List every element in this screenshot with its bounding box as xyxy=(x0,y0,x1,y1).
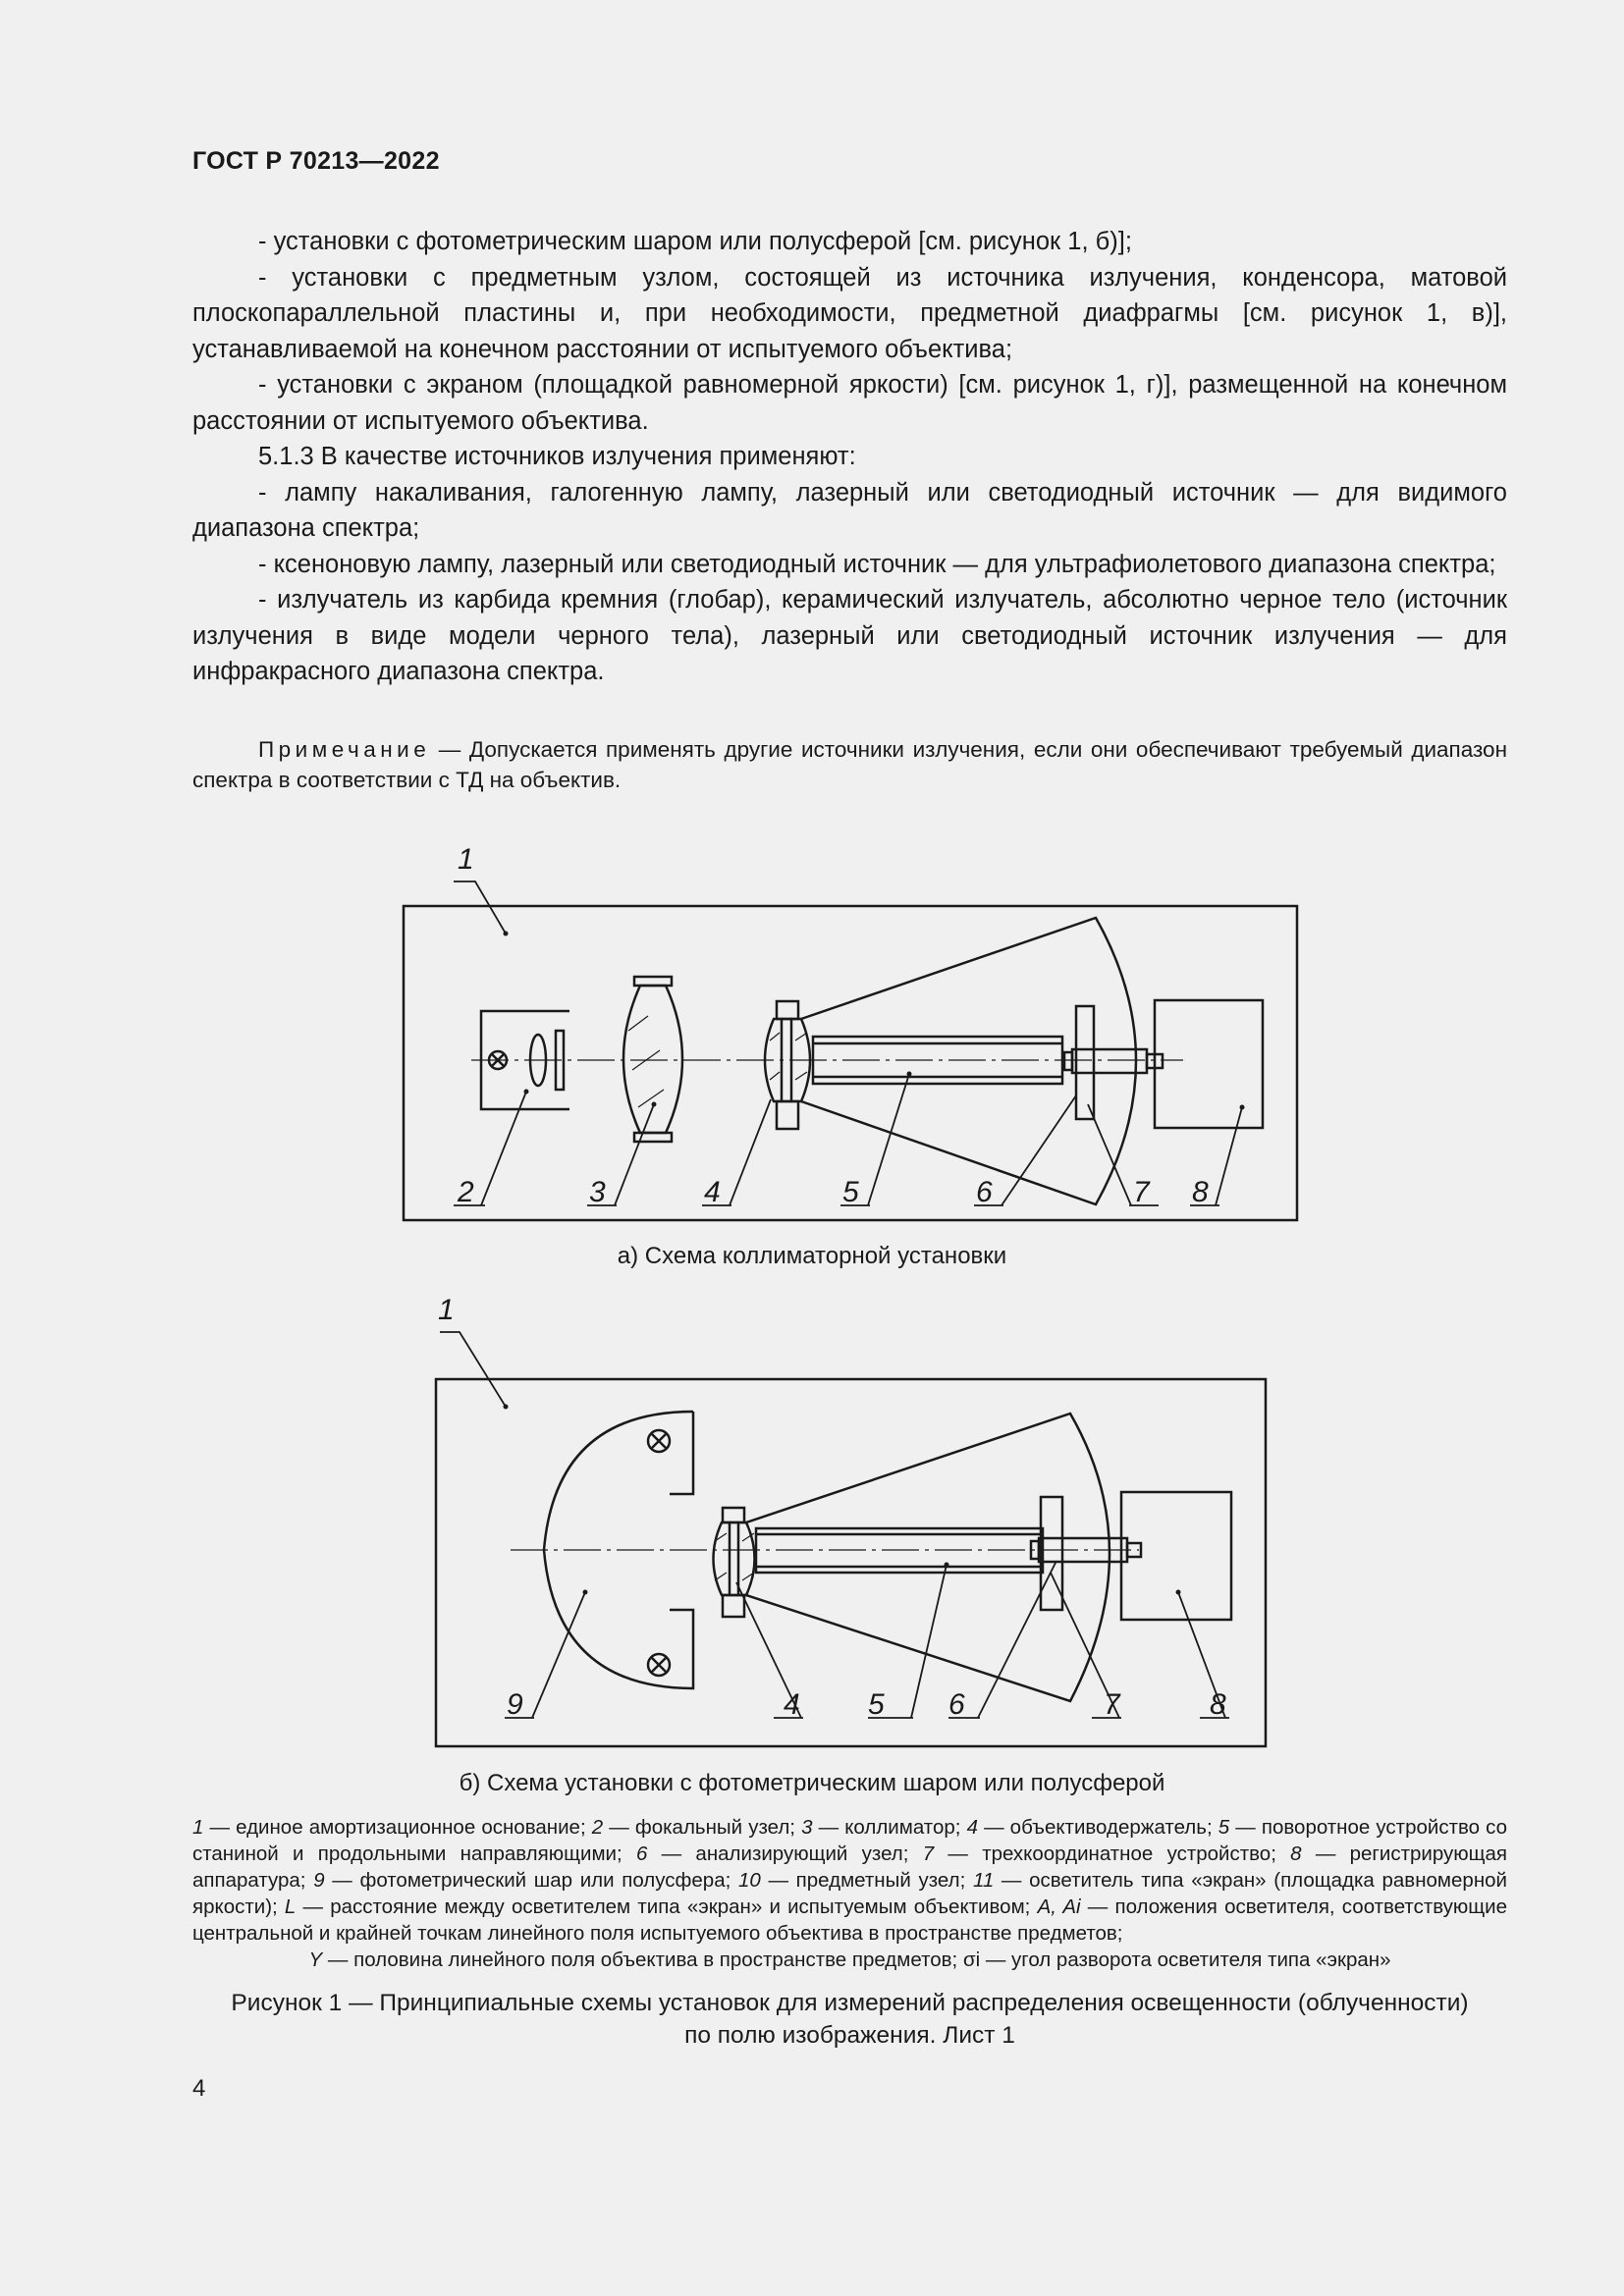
legend-text: — осветитель типа «экран» (площадка равномерной яркости); xyxy=(192,1869,1507,1918)
legend-number: 10 xyxy=(738,1869,761,1892)
figure-a-caption: а) Схема коллиматорной установки xyxy=(617,1243,1007,1269)
photometric-sphere-setup-diagram xyxy=(0,1296,1624,1757)
legend-text: — коллиматор; xyxy=(812,1816,967,1839)
collimator-lens xyxy=(623,986,682,1133)
legend-text: — фокальный узел; xyxy=(603,1816,802,1839)
legend-text: — угол разворота осветителя типа «экран» xyxy=(980,1949,1391,1971)
legend-text: — единое амортизационное основание; xyxy=(203,1816,592,1839)
figure-title-line: Рисунок 1 — Принципиальные схемы установок для измерений распределения освещенности (облученности) xyxy=(231,1990,1469,2016)
legend-text: — поворотное устройство со станиной и продольными направляющими; xyxy=(192,1816,1508,1865)
legend-number: A, Ai xyxy=(1037,1896,1081,1918)
recorder-box xyxy=(1155,1000,1263,1128)
body-text xyxy=(192,224,1507,690)
label-8: 8 xyxy=(1210,1688,1226,1721)
paragraph: - лампу накаливания, галогенную лампу, лазерный или светодиодный источник — для видимого диапазона спектра; xyxy=(192,478,1507,542)
legend-text: — положения осветителя, соответствующие центральной и крайней точкам линейного поля испытуемого объектива в пространстве предметов; xyxy=(192,1896,1507,1945)
section-heading: 5.1.3 В качестве источников излучения применяют: xyxy=(258,443,856,470)
legend-text: — регистрирующая аппаратура; xyxy=(192,1842,1508,1892)
legend-text: — объективодержатель; xyxy=(977,1816,1218,1839)
legend-text: — половина линейного поля объектива в пространстве предметов; xyxy=(322,1949,963,1971)
label-3: 3 xyxy=(589,1176,606,1208)
label-4: 4 xyxy=(704,1176,721,1208)
note-text: — Допускается применять другие источники излучения, если они обеспечивают требуемый диапазон спектра в соответствии с ТД на объектив. xyxy=(192,737,1507,792)
label-6: 6 xyxy=(948,1688,965,1721)
label-4: 4 xyxy=(784,1688,800,1721)
figure-a xyxy=(0,825,1624,1237)
paragraph: - установки с экраном (площадкой равномерной яркости) [см. рисунок 1, г)], размещенной на конечном расстоянии от испытуемого объектива. xyxy=(192,371,1507,435)
note xyxy=(192,734,1507,795)
legend-text: — анализирующий узел; xyxy=(647,1842,923,1865)
rotating-sector xyxy=(801,918,1136,1204)
label-7: 7 xyxy=(1104,1688,1120,1721)
legend-number: 11 xyxy=(972,1869,995,1892)
label-2: 2 xyxy=(458,1176,474,1208)
figure-b xyxy=(0,1296,1624,1757)
legend-number: 8 xyxy=(1290,1842,1302,1865)
legend-number: 4 xyxy=(966,1816,978,1839)
legend-items xyxy=(192,1814,1507,1947)
paragraph: - установки с фотометрическим шаром или полусферой [см. рисунок 1, б)]; xyxy=(258,228,1132,255)
legend-text: — трехкоординатное устройство; xyxy=(934,1842,1291,1865)
legend-number: 6 xyxy=(635,1842,648,1865)
legend-number: 5 xyxy=(1218,1816,1230,1839)
rotating-sector xyxy=(746,1414,1110,1701)
legend-text: — расстояние между осветителем типа «экран» и испытуемым объективом; xyxy=(296,1896,1038,1918)
legend-number: 3 xyxy=(801,1816,813,1839)
paragraph: - ксеноновую лампу, лазерный или светодиодный источник — для ультрафиолетового диапазона спектра; xyxy=(258,550,1496,578)
label-6: 6 xyxy=(976,1176,993,1208)
legend-symbol: Y xyxy=(308,1949,323,1971)
collimator-setup-diagram xyxy=(0,825,1624,1237)
legend-text: — предметный узел; xyxy=(760,1869,973,1892)
label-9: 9 xyxy=(507,1688,523,1721)
paragraph: - излучатель из карбида кремния (глобар), керамический излучатель, абсолютно черное тело (источник излучения в виде модели черного тела), лазерный или светодиодный источник излучения — для инфракрасного диапазона спектра. xyxy=(192,586,1507,685)
figure-title-line: по полю изображения. Лист 1 xyxy=(684,2022,1015,2049)
figure-title xyxy=(192,1987,1507,2052)
figure-legend xyxy=(192,1814,1507,1973)
legend-number: 7 xyxy=(922,1842,935,1865)
legend-number: L xyxy=(284,1896,297,1918)
legend-number: 1 xyxy=(192,1816,204,1839)
legend-text: — фотометрический шар или полусфера; xyxy=(324,1869,738,1892)
note-label: Примечание xyxy=(258,737,431,762)
paragraph: - установки с предметным узлом, состоящей из источника излучения, конденсора, матовой плоскопараллельной пластины и, при необходимости, предметной диафрагмы [см. рисунок 1, в)], устанавливаемой на конечном расстоянии от испытуемого объектива; xyxy=(192,263,1507,363)
document-header: ГОСТ Р 70213—2022 xyxy=(192,147,440,175)
label-1: 1 xyxy=(438,1296,455,1326)
label-7: 7 xyxy=(1133,1176,1150,1208)
legend-number: 9 xyxy=(313,1869,325,1892)
base-frame xyxy=(436,1379,1266,1746)
label-1: 1 xyxy=(458,843,474,876)
legend-symbol: σi xyxy=(962,1949,981,1971)
label-5: 5 xyxy=(868,1688,885,1721)
label-5: 5 xyxy=(842,1176,859,1208)
legend-number: 2 xyxy=(591,1816,604,1839)
page-number: 4 xyxy=(192,2075,206,2102)
label-8: 8 xyxy=(1192,1176,1209,1208)
legend-last-line xyxy=(192,1947,1507,1973)
figure-b-caption: б) Схема установки с фотометрическим шаром или полусферой xyxy=(459,1770,1165,1796)
